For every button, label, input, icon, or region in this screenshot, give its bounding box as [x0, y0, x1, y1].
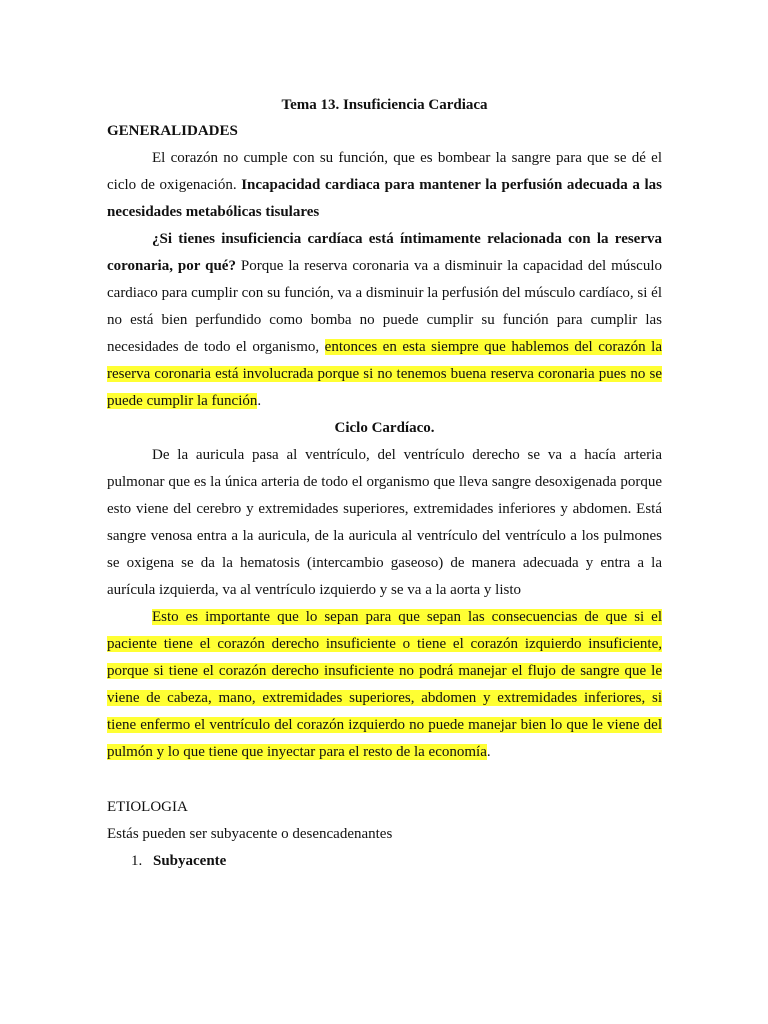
paragraph-etiologia-intro: Estás pueden ser subyacente o desencadenantes	[107, 826, 393, 842]
section-heading-generalidades: GENERALIDADES	[107, 123, 238, 139]
paragraph-ciclo-2	[107, 604, 662, 766]
highlighted-text: entonces en esta siempre que hablemos del corazón la reserva coronaria está involucrada porque si no tenemos buena reserva coronaria pues no se puede cumplir la función	[107, 339, 662, 409]
list-label: Subyacente	[153, 853, 227, 869]
highlighted-text: Esto es importante que lo sepan para que sepan las consecuencias de que si el paciente tiene el corazón derecho insuficiente o tiene el corazón izquierdo insuficiente, porque si tiene el corazón derecho insuficiente no podrá manejar el flujo de sangre que le viene de cabeza, mano, extremidades superiores, abdomen y extremidades inferiores, si tiene enfermo el ventrículo del corazón izquierdo no puede manejar bien lo que le viene del pulmón y lo que tiene que inyectar para el resto de la economía	[107, 609, 662, 760]
paragraph-end: .	[257, 393, 262, 409]
paragraph-bold-text: Incapacidad cardiaca para mantener la perfusión adecuada a las necesidades metabólicas tisulares	[107, 177, 662, 220]
paragraph-generalidades-1	[107, 145, 662, 226]
question-bold-text: ¿Si tienes insuficiencia cardíaca está íntimamente relacionada con la reserva coronaria, por qué?	[107, 231, 662, 274]
paragraph-end: .	[486, 744, 491, 760]
list-item	[107, 848, 662, 875]
document-title: Tema 13. Insuficiencia Cardiaca	[281, 97, 488, 113]
paragraph-text: Porque la reserva coronaria va a disminuir la capacidad del músculo cardiaco para cumplir con su función, va a disminuir la perfusión del músculo cardíaco, si él no está bien perfundido como bomba no puede cumplir su función para cumplir las necesidades de todo el organismo,	[107, 258, 662, 355]
spacer	[107, 766, 662, 794]
etiologia-list	[107, 848, 662, 875]
list-number: 1.	[131, 853, 143, 869]
paragraph-ciclo-1: De la auricula pasa al ventrículo, del ventrículo derecho se va a hacía arteria pulmonar que es la única arteria de todo el organismo que lleva sangre desoxigenada porque esto viene del cerebro y extremidades superiores, extremidades inferiores y abdomen. Está sangre venosa entra a la auricula, de la auricula al ventrículo del ventrículo a los pulmones se oxigena se da la hematosis (intercambio gaseoso) de manera adecuada y entra a la aurícula izquierda, va al ventrículo izquierdo y se va a la aorta y listo	[107, 447, 662, 598]
paragraph-generalidades-2	[107, 226, 662, 415]
paragraph-text: El corazón no cumple con su función, que es bombear la sangre para que se dé el ciclo de oxigenación.	[107, 150, 662, 193]
section-heading-etiologia: ETIOLOGIA	[107, 799, 188, 815]
section-heading-ciclo: Ciclo Cardíaco.	[334, 420, 435, 436]
